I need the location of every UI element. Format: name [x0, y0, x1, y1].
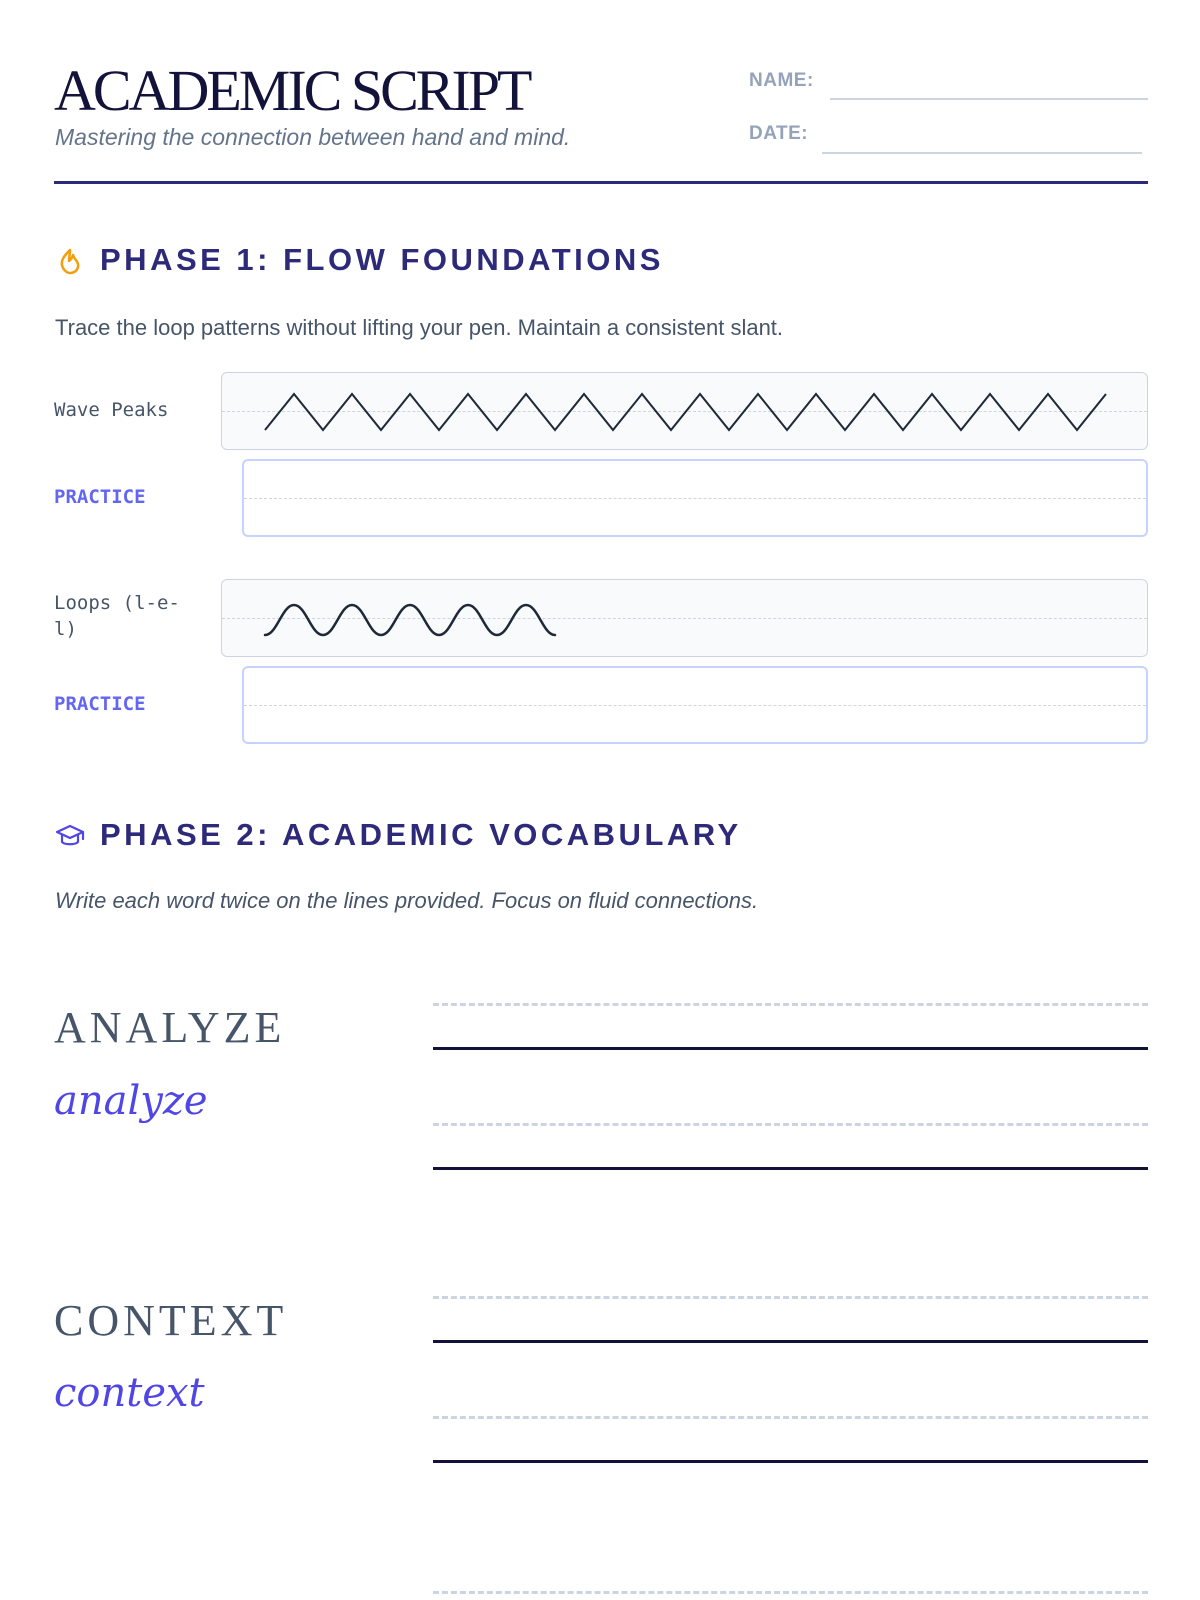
vocab-script-sample: analyze	[54, 1078, 208, 1124]
phase-1-title: PHASE 1: FLOW FOUNDATIONS	[100, 242, 664, 277]
graduation-cap-icon	[55, 821, 85, 851]
practice-box-wave-peaks[interactable]	[242, 459, 1148, 537]
practice-box-loops[interactable]	[242, 666, 1148, 744]
date-label: DATE:	[749, 123, 809, 144]
worksheet-subtitle: Mastering the connection between hand and mind.	[55, 124, 571, 150]
loops-pattern	[222, 580, 1148, 657]
trace-row-label: Wave Peaks	[54, 399, 169, 421]
vocab-word: ANALYZE	[54, 1003, 286, 1052]
writing-guide-dashed	[433, 1296, 1148, 1299]
writing-guide-dashed	[433, 1003, 1148, 1006]
practice-midline	[244, 705, 1146, 706]
writing-baseline[interactable]	[433, 1047, 1148, 1050]
writing-baseline[interactable]	[433, 1167, 1148, 1170]
trace-box-wave-peaks	[221, 372, 1148, 450]
vocab-word: CONTEXT	[54, 1296, 288, 1345]
writing-baseline[interactable]	[433, 1460, 1148, 1463]
practice-label: PRACTICE	[54, 486, 146, 508]
writing-baseline[interactable]	[433, 1340, 1148, 1343]
vocab-script-sample: context	[54, 1370, 205, 1416]
writing-guide-dashed	[433, 1416, 1148, 1419]
worksheet-title: ACADEMIC SCRIPT	[54, 58, 530, 123]
flame-icon	[55, 246, 85, 276]
writing-guide-dashed	[433, 1591, 1148, 1594]
header-divider	[54, 181, 1148, 184]
practice-label: PRACTICE	[54, 693, 146, 715]
trace-box-loops	[221, 579, 1148, 657]
name-label: NAME:	[749, 70, 814, 91]
phase-2-title: PHASE 2: ACADEMIC VOCABULARY	[100, 817, 742, 852]
trace-row-label: Loops (l-e-l)	[54, 592, 180, 640]
wave-peaks-pattern	[222, 373, 1148, 450]
writing-guide-dashed	[433, 1123, 1148, 1126]
name-field[interactable]	[830, 98, 1148, 100]
practice-midline	[244, 498, 1146, 499]
phase-2-description: Write each word twice on the lines provided. Focus on fluid connections.	[55, 888, 759, 913]
phase-1-description: Trace the loop patterns without lifting your pen. Maintain a consistent slant.	[55, 315, 784, 340]
date-field[interactable]	[822, 152, 1142, 154]
